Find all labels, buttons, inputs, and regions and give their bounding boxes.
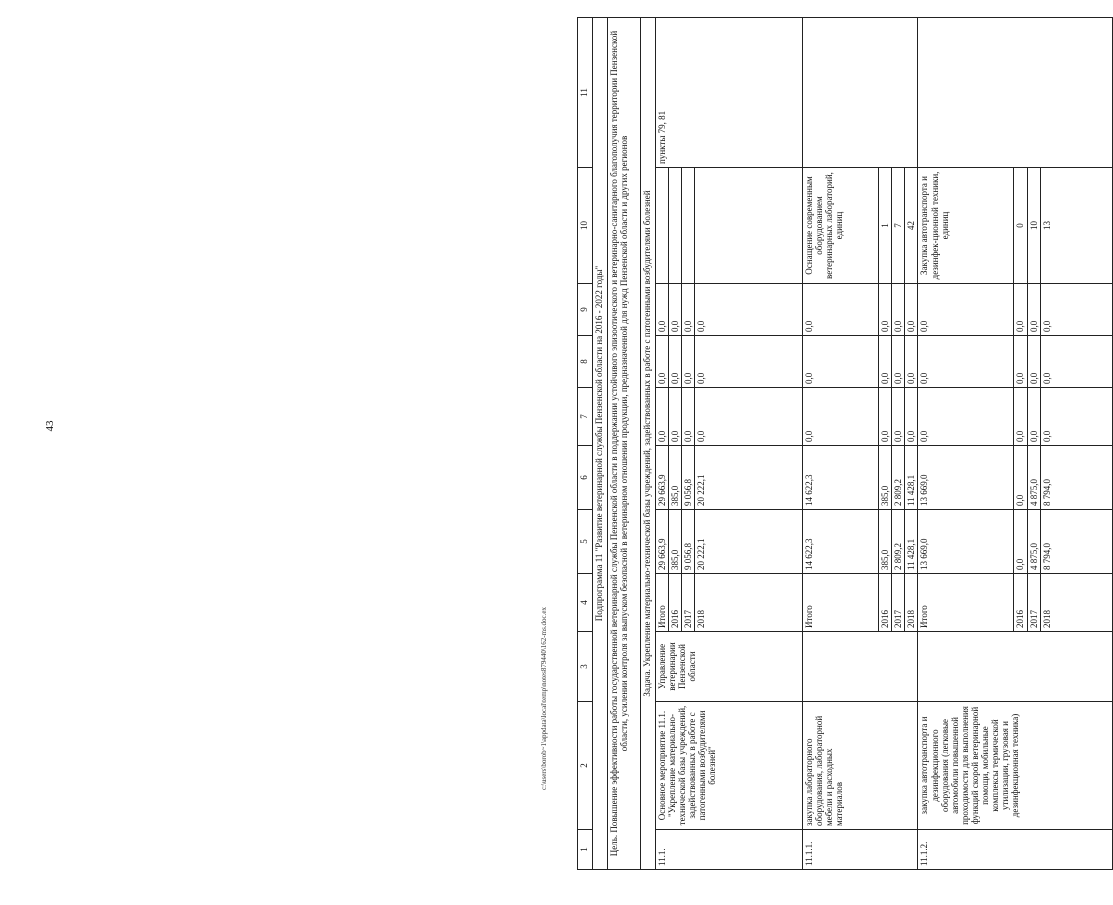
year-cell: 2017 xyxy=(1027,574,1040,632)
value-cell: 0,0 xyxy=(1014,446,1027,510)
value-cell: 14 622,3 xyxy=(803,510,879,574)
col-header: 11 xyxy=(578,18,593,168)
column-number-row xyxy=(578,18,593,870)
value-cell: 0,0 xyxy=(892,284,905,336)
col-header: 1 xyxy=(578,830,593,870)
indicator-cell xyxy=(656,168,669,284)
col-header: 2 xyxy=(578,702,593,830)
table-row xyxy=(803,18,879,870)
indicator-cell: 1 xyxy=(879,168,892,284)
value-cell: 0,0 xyxy=(803,388,879,446)
value-cell: 0,0 xyxy=(1040,284,1112,336)
measure-name: закупка лабораторного оборудования, лабораторной мебели и расходных материалов xyxy=(803,702,918,830)
table-row xyxy=(656,18,669,870)
page-number: 43 xyxy=(44,420,56,432)
indicator-cell: 7 xyxy=(892,168,905,284)
indicator-cell xyxy=(682,168,695,284)
row-number: 11.1. xyxy=(656,830,803,870)
year-cell: 2018 xyxy=(695,574,803,632)
value-cell: 0,0 xyxy=(905,388,918,446)
year-cell: 2017 xyxy=(892,574,905,632)
value-cell: 0,0 xyxy=(682,284,695,336)
value-cell: 0,0 xyxy=(656,388,669,446)
value-cell: 0,0 xyxy=(1027,284,1040,336)
col-header: 5 xyxy=(578,510,593,574)
file-path-footer: c:\users\borob~1\appdata\local\temp\notes879440\162-ms.doc.ex xyxy=(540,606,548,790)
col-header: 4 xyxy=(578,574,593,632)
col-header: 9 xyxy=(578,284,593,336)
year-cell: 2016 xyxy=(879,574,892,632)
value-cell: 0,0 xyxy=(879,388,892,446)
executor xyxy=(918,632,1112,702)
value-cell: 0,0 xyxy=(905,336,918,388)
value-cell: 385,0 xyxy=(669,510,682,574)
col-header: 10 xyxy=(578,168,593,284)
value-cell: 4 875,0 xyxy=(1027,446,1040,510)
col-header: 6 xyxy=(578,446,593,510)
row-number: 11.1.2. xyxy=(918,830,1112,870)
value-cell: 385,0 xyxy=(879,510,892,574)
note-cell xyxy=(918,18,1112,168)
year-cell: Итого xyxy=(918,574,1014,632)
program-table xyxy=(577,17,1113,870)
note-cell: пункты 79, 81 xyxy=(656,18,803,168)
value-cell: 0,0 xyxy=(1027,336,1040,388)
indicator-cell xyxy=(695,168,803,284)
year-cell: Итого xyxy=(656,574,669,632)
note-cell xyxy=(803,18,918,168)
value-cell: 385,0 xyxy=(879,446,892,510)
indicator-cell: 13 xyxy=(1040,168,1112,284)
year-cell: 2018 xyxy=(1040,574,1112,632)
value-cell: 0,0 xyxy=(669,284,682,336)
value-cell: 14 622,3 xyxy=(803,446,879,510)
value-cell: 0,0 xyxy=(1040,336,1112,388)
value-cell: 4 875,0 xyxy=(1027,510,1040,574)
value-cell: 0,0 xyxy=(803,284,879,336)
value-cell: 0,0 xyxy=(1014,510,1027,574)
value-cell: 0,0 xyxy=(656,336,669,388)
col-header: 3 xyxy=(578,632,593,702)
value-cell: 0,0 xyxy=(918,336,1014,388)
value-cell: 0,0 xyxy=(1014,388,1027,446)
value-cell: 29 663,9 xyxy=(656,446,669,510)
value-cell: 20 222,1 xyxy=(695,446,803,510)
value-cell: 13 669,0 xyxy=(918,446,1014,510)
subprogram-row xyxy=(593,18,608,870)
executor xyxy=(803,632,918,702)
value-cell: 0,0 xyxy=(879,284,892,336)
value-cell: 9 056,8 xyxy=(682,446,695,510)
value-cell: 0,0 xyxy=(656,284,669,336)
value-cell: 0,0 xyxy=(918,284,1014,336)
task-text: Задача. Укрепление материально-технической базы учреждений, задействованных в работе с патогенными возбудителями болезней xyxy=(641,18,656,870)
indicator-cell: 42 xyxy=(905,168,918,284)
value-cell: 11 428,1 xyxy=(905,510,918,574)
task-row xyxy=(641,18,656,870)
year-cell: Итого xyxy=(803,574,879,632)
subprogram-title: Подпрограмма 11 "Развитие ветеринарной службы Пензенской области на 2016 - 2022 годы" xyxy=(593,18,608,870)
value-cell: 0,0 xyxy=(1014,336,1027,388)
value-cell: 2 809,2 xyxy=(892,446,905,510)
value-cell: 20 222,1 xyxy=(695,510,803,574)
executor: Управление ветеринарии Пензенской области xyxy=(656,632,803,702)
goal-text: Цель. Повышение эффективности работы государственной ветеринарной службы Пензенской области в поддержании устойчивого эпизоотического и ветеринарно-санитарного благополучия территории Пензенской области, усилении контроля за выпуском безопасной в ветеринарном отношении продукции, предназначенной для нужд Пензенской области и других регионов xyxy=(608,18,641,870)
value-cell: 0,0 xyxy=(1014,284,1027,336)
year-cell: 2017 xyxy=(682,574,695,632)
indicator-cell: 0 xyxy=(1014,168,1027,284)
value-cell: 0,0 xyxy=(892,388,905,446)
value-cell: 0,0 xyxy=(803,336,879,388)
table-row xyxy=(918,18,1014,870)
value-cell: 2 809,2 xyxy=(892,510,905,574)
value-cell: 0,0 xyxy=(918,388,1014,446)
value-cell: 0,0 xyxy=(695,336,803,388)
col-header: 7 xyxy=(578,388,593,446)
indicator-name: Закупка автотранспорта и дезинфек-ционной техники, единиц xyxy=(918,168,1014,284)
value-cell: 29 663,9 xyxy=(656,510,669,574)
measure-name: закупка автотранспорта и дезинфекционного оборудования (легковые автомобили повышенной проходимости для выполнения функций скорой ветеринарной помощи, мобильные комплексы термической утилизации, грузовая и дезинфекционная техника) xyxy=(918,702,1112,830)
value-cell: 0,0 xyxy=(905,284,918,336)
value-cell: 0,0 xyxy=(892,336,905,388)
indicator-cell: 10 xyxy=(1027,168,1040,284)
row-number: 11.1.1. xyxy=(803,830,918,870)
measure-name: Основное мероприятие 11.1. "Укрепление материально-технической базы учреждений, задействованных в работе с патогенными возбудителями болезней" xyxy=(656,702,803,830)
year-cell: 2018 xyxy=(905,574,918,632)
value-cell: 11 428,1 xyxy=(905,446,918,510)
value-cell: 0,0 xyxy=(669,388,682,446)
value-cell: 0,0 xyxy=(695,388,803,446)
value-cell: 385,0 xyxy=(669,446,682,510)
value-cell: 9 056,8 xyxy=(682,510,695,574)
indicator-cell xyxy=(669,168,682,284)
value-cell: 0,0 xyxy=(669,336,682,388)
value-cell: 0,0 xyxy=(682,336,695,388)
value-cell: 13 669,0 xyxy=(918,510,1014,574)
year-cell: 2016 xyxy=(669,574,682,632)
value-cell: 0,0 xyxy=(695,284,803,336)
value-cell: 0,0 xyxy=(682,388,695,446)
value-cell: 0,0 xyxy=(1027,388,1040,446)
value-cell: 0,0 xyxy=(879,336,892,388)
col-header: 8 xyxy=(578,336,593,388)
value-cell: 8 794,0 xyxy=(1040,510,1112,574)
goal-row xyxy=(608,18,641,870)
value-cell: 0,0 xyxy=(1040,388,1112,446)
indicator-name: Оснащение современным оборудованием ветеринарных лабораторий, единиц xyxy=(803,168,879,284)
program-table-sheet xyxy=(577,18,1062,870)
value-cell: 8 794,0 xyxy=(1040,446,1112,510)
year-cell: 2016 xyxy=(1014,574,1027,632)
